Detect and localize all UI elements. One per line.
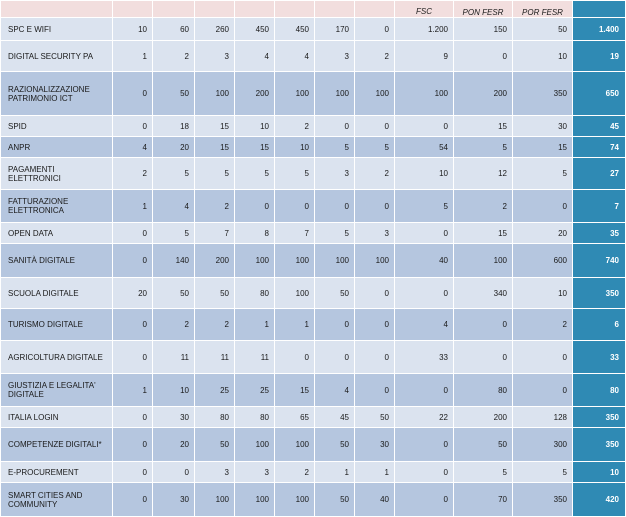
value-cell: 70 — [454, 483, 513, 517]
value-cell: 54 — [395, 137, 454, 158]
value-cell: 30 — [513, 116, 573, 137]
value-cell: 100 — [195, 483, 235, 517]
value-cell: 0 — [395, 374, 454, 407]
value-cell: 10 — [113, 18, 153, 41]
value-cell: 2 — [454, 190, 513, 223]
value-cell: 10 — [153, 374, 195, 407]
row-label: FATTURAZIONE ELETTRONICA — [1, 190, 113, 223]
table-row — [1, 462, 626, 483]
total-cell: 35 — [573, 223, 626, 244]
total-cell: 350 — [573, 278, 626, 309]
value-cell: 0 — [454, 41, 513, 72]
value-cell: 0 — [513, 374, 573, 407]
value-cell: 3 — [235, 462, 275, 483]
value-cell: 25 — [195, 374, 235, 407]
value-cell: 0 — [355, 190, 395, 223]
value-cell: 20 — [513, 223, 573, 244]
value-cell: 0 — [395, 483, 454, 517]
table-row — [1, 483, 626, 517]
value-cell: 140 — [153, 244, 195, 278]
value-cell: 5 — [454, 137, 513, 158]
value-cell: 4 — [153, 190, 195, 223]
value-cell: 100 — [275, 428, 315, 462]
value-cell: 0 — [454, 309, 513, 341]
value-cell: 5 — [454, 462, 513, 483]
value-cell: 200 — [454, 407, 513, 428]
value-cell: 5 — [315, 223, 355, 244]
row-label: ANPR — [1, 137, 113, 158]
value-cell: 15 — [235, 137, 275, 158]
value-cell: 0 — [113, 244, 153, 278]
value-cell: 0 — [355, 116, 395, 137]
total-cell: 350 — [573, 407, 626, 428]
value-cell: 100 — [315, 72, 355, 116]
value-cell: 45 — [315, 407, 355, 428]
value-cell: 11 — [195, 341, 235, 374]
value-cell: 128 — [513, 407, 573, 428]
value-cell: 100 — [315, 244, 355, 278]
value-cell: 20 — [153, 137, 195, 158]
value-cell: 5 — [355, 137, 395, 158]
value-cell: 5 — [235, 158, 275, 190]
value-cell: 80 — [454, 374, 513, 407]
table-row — [1, 18, 626, 41]
table-row — [1, 407, 626, 428]
value-cell: 5 — [153, 223, 195, 244]
header-fsc-label: FSC — [416, 7, 432, 16]
total-cell: 350 — [573, 428, 626, 462]
value-cell: 50 — [315, 428, 355, 462]
value-cell: 200 — [195, 244, 235, 278]
value-cell: 40 — [355, 483, 395, 517]
value-cell: 80 — [235, 407, 275, 428]
row-label: E-PROCUREMENT — [1, 462, 113, 483]
value-cell: 33 — [395, 341, 454, 374]
table-row — [1, 72, 626, 116]
value-cell: 5 — [513, 462, 573, 483]
table-row — [1, 278, 626, 309]
total-cell: 74 — [573, 137, 626, 158]
value-cell: 3 — [195, 41, 235, 72]
value-cell: 100 — [275, 244, 315, 278]
value-cell: 150 — [454, 18, 513, 41]
value-cell: 2 — [195, 309, 235, 341]
value-cell: 0 — [315, 116, 355, 137]
total-cell: 80 — [573, 374, 626, 407]
value-cell: 4 — [275, 41, 315, 72]
value-cell: 1 — [355, 462, 395, 483]
table-row — [1, 374, 626, 407]
value-cell: 11 — [235, 341, 275, 374]
table-row — [1, 223, 626, 244]
total-cell: 420 — [573, 483, 626, 517]
value-cell: 350 — [513, 483, 573, 517]
value-cell: 5 — [195, 158, 235, 190]
header-cell — [315, 1, 355, 18]
total-cell: 45 — [573, 116, 626, 137]
row-label: SPC E WIFI — [1, 18, 113, 41]
value-cell: 4 — [315, 374, 355, 407]
value-cell: 0 — [454, 341, 513, 374]
value-cell: 18 — [153, 116, 195, 137]
value-cell: 340 — [454, 278, 513, 309]
value-cell: 2 — [513, 309, 573, 341]
value-cell: 300 — [513, 428, 573, 462]
value-cell: 5 — [275, 158, 315, 190]
value-cell: 4 — [395, 309, 454, 341]
row-label: RAZIONALIZZAZIONE PATRIMONIO ICT — [1, 72, 113, 116]
header-row — [1, 1, 626, 18]
value-cell: 0 — [513, 341, 573, 374]
value-cell: 10 — [275, 137, 315, 158]
value-cell: 7 — [195, 223, 235, 244]
value-cell: 0 — [113, 407, 153, 428]
value-cell: 170 — [315, 18, 355, 41]
value-cell: 200 — [235, 72, 275, 116]
table-row — [1, 137, 626, 158]
value-cell: 0 — [113, 341, 153, 374]
value-cell: 40 — [395, 244, 454, 278]
value-cell: 7 — [275, 223, 315, 244]
header-total — [573, 1, 626, 18]
total-cell: 27 — [573, 158, 626, 190]
total-cell: 19 — [573, 41, 626, 72]
value-cell: 10 — [513, 41, 573, 72]
value-cell: 9 — [395, 41, 454, 72]
value-cell: 5 — [513, 158, 573, 190]
value-cell: 8 — [235, 223, 275, 244]
row-label: OPEN DATA — [1, 223, 113, 244]
value-cell: 15 — [513, 137, 573, 158]
total-cell: 6 — [573, 309, 626, 341]
value-cell: 2 — [153, 309, 195, 341]
value-cell: 10 — [395, 158, 454, 190]
total-cell: 7 — [573, 190, 626, 223]
header-cell — [355, 1, 395, 18]
value-cell: 0 — [315, 309, 355, 341]
row-label: PAGAMENTI ELETTRONICI — [1, 158, 113, 190]
value-cell: 100 — [355, 72, 395, 116]
header-cell — [113, 1, 153, 18]
value-cell: 2 — [113, 158, 153, 190]
value-cell: 450 — [235, 18, 275, 41]
row-label: SCUOLA DIGITALE — [1, 278, 113, 309]
table-row — [1, 428, 626, 462]
value-cell: 1 — [235, 309, 275, 341]
table-row — [1, 41, 626, 72]
header-cell — [195, 1, 235, 18]
value-cell: 3 — [315, 158, 355, 190]
value-cell: 0 — [113, 462, 153, 483]
value-cell: 0 — [113, 223, 153, 244]
value-cell: 12 — [454, 158, 513, 190]
value-cell: 0 — [235, 190, 275, 223]
value-cell: 100 — [235, 428, 275, 462]
value-cell: 100 — [395, 72, 454, 116]
value-cell: 50 — [355, 407, 395, 428]
table-row — [1, 309, 626, 341]
value-cell: 30 — [153, 483, 195, 517]
value-cell: 50 — [195, 278, 235, 309]
value-cell: 2 — [355, 41, 395, 72]
value-cell: 60 — [153, 18, 195, 41]
value-cell: 65 — [275, 407, 315, 428]
value-cell: 0 — [355, 374, 395, 407]
value-cell: 450 — [275, 18, 315, 41]
value-cell: 50 — [195, 428, 235, 462]
value-cell: 2 — [153, 41, 195, 72]
value-cell: 100 — [195, 72, 235, 116]
value-cell: 80 — [235, 278, 275, 309]
value-cell: 15 — [195, 116, 235, 137]
table-row — [1, 158, 626, 190]
value-cell: 100 — [275, 278, 315, 309]
value-cell: 2 — [195, 190, 235, 223]
value-cell: 0 — [513, 190, 573, 223]
value-cell: 50 — [315, 483, 355, 517]
value-cell: 1 — [113, 190, 153, 223]
total-cell: 1.400 — [573, 18, 626, 41]
total-cell: 10 — [573, 462, 626, 483]
header-por-fesr: POR FESR — [513, 1, 573, 18]
table-row — [1, 190, 626, 223]
value-cell: 100 — [235, 483, 275, 517]
header-cell — [275, 1, 315, 18]
header-fsc — [395, 1, 454, 18]
value-cell: 50 — [153, 72, 195, 116]
value-cell: 1 — [113, 374, 153, 407]
row-label: SMART CITIES AND COMMUNITY — [1, 483, 113, 517]
value-cell: 1 — [315, 462, 355, 483]
value-cell: 2 — [275, 462, 315, 483]
value-cell: 600 — [513, 244, 573, 278]
value-cell: 2 — [355, 158, 395, 190]
table-row — [1, 244, 626, 278]
value-cell: 50 — [153, 278, 195, 309]
value-cell: 5 — [153, 158, 195, 190]
value-cell: 3 — [195, 462, 235, 483]
value-cell: 100 — [275, 72, 315, 116]
value-cell: 80 — [195, 407, 235, 428]
value-cell: 3 — [315, 41, 355, 72]
value-cell: 3 — [355, 223, 395, 244]
value-cell: 15 — [454, 223, 513, 244]
total-cell: 33 — [573, 341, 626, 374]
value-cell: 1 — [275, 309, 315, 341]
value-cell: 11 — [153, 341, 195, 374]
row-label: SPID — [1, 116, 113, 137]
value-cell: 100 — [275, 483, 315, 517]
value-cell: 15 — [195, 137, 235, 158]
header-cell — [1, 1, 113, 18]
value-cell: 0 — [153, 462, 195, 483]
value-cell: 0 — [315, 190, 355, 223]
value-cell: 5 — [395, 190, 454, 223]
table-row — [1, 341, 626, 374]
value-cell: 25 — [235, 374, 275, 407]
value-cell: 0 — [355, 18, 395, 41]
value-cell: 15 — [454, 116, 513, 137]
value-cell: 50 — [454, 428, 513, 462]
value-cell: 20 — [153, 428, 195, 462]
value-cell: 0 — [113, 483, 153, 517]
value-cell: 0 — [355, 341, 395, 374]
value-cell: 30 — [153, 407, 195, 428]
value-cell: 10 — [235, 116, 275, 137]
header-cell — [235, 1, 275, 18]
value-cell: 10 — [513, 278, 573, 309]
value-cell: 100 — [355, 244, 395, 278]
value-cell: 0 — [355, 278, 395, 309]
value-cell: 100 — [454, 244, 513, 278]
value-cell: 1.200 — [395, 18, 454, 41]
row-label: TURISMO DIGITALE — [1, 309, 113, 341]
value-cell: 4 — [235, 41, 275, 72]
table-row — [1, 116, 626, 137]
value-cell: 22 — [395, 407, 454, 428]
value-cell: 1 — [113, 41, 153, 72]
value-cell: 0 — [113, 428, 153, 462]
header-cell — [153, 1, 195, 18]
total-cell: 650 — [573, 72, 626, 116]
value-cell: 0 — [275, 341, 315, 374]
value-cell: 200 — [454, 72, 513, 116]
value-cell: 50 — [513, 18, 573, 41]
value-cell: 0 — [395, 428, 454, 462]
total-cell: 740 — [573, 244, 626, 278]
value-cell: 0 — [395, 278, 454, 309]
value-cell: 30 — [355, 428, 395, 462]
row-label: DIGITAL SECURITY PA — [1, 41, 113, 72]
row-label: ITALIA LOGIN — [1, 407, 113, 428]
value-cell: 2 — [275, 116, 315, 137]
value-cell: 5 — [315, 137, 355, 158]
value-cell: 0 — [395, 462, 454, 483]
value-cell: 0 — [395, 116, 454, 137]
value-cell: 0 — [355, 309, 395, 341]
row-label: GIUSTIZIA E LEGALITA' DIGITALE — [1, 374, 113, 407]
value-cell: 0 — [315, 341, 355, 374]
value-cell: 20 — [113, 278, 153, 309]
row-label: SANITÀ DIGITALE — [1, 244, 113, 278]
value-cell: 350 — [513, 72, 573, 116]
value-cell: 0 — [113, 116, 153, 137]
value-cell: 260 — [195, 18, 235, 41]
value-cell: 15 — [275, 374, 315, 407]
value-cell: 0 — [113, 72, 153, 116]
value-cell: 0 — [275, 190, 315, 223]
value-cell: 0 — [113, 309, 153, 341]
value-cell: 0 — [395, 223, 454, 244]
header-pon-fesr: PON FESR — [454, 1, 513, 18]
value-cell: 50 — [315, 278, 355, 309]
row-label: COMPETENZE DIGITALI* — [1, 428, 113, 462]
value-cell: 4 — [113, 137, 153, 158]
value-cell: 100 — [235, 244, 275, 278]
row-label: AGRICOLTURA DIGITALE — [1, 341, 113, 374]
